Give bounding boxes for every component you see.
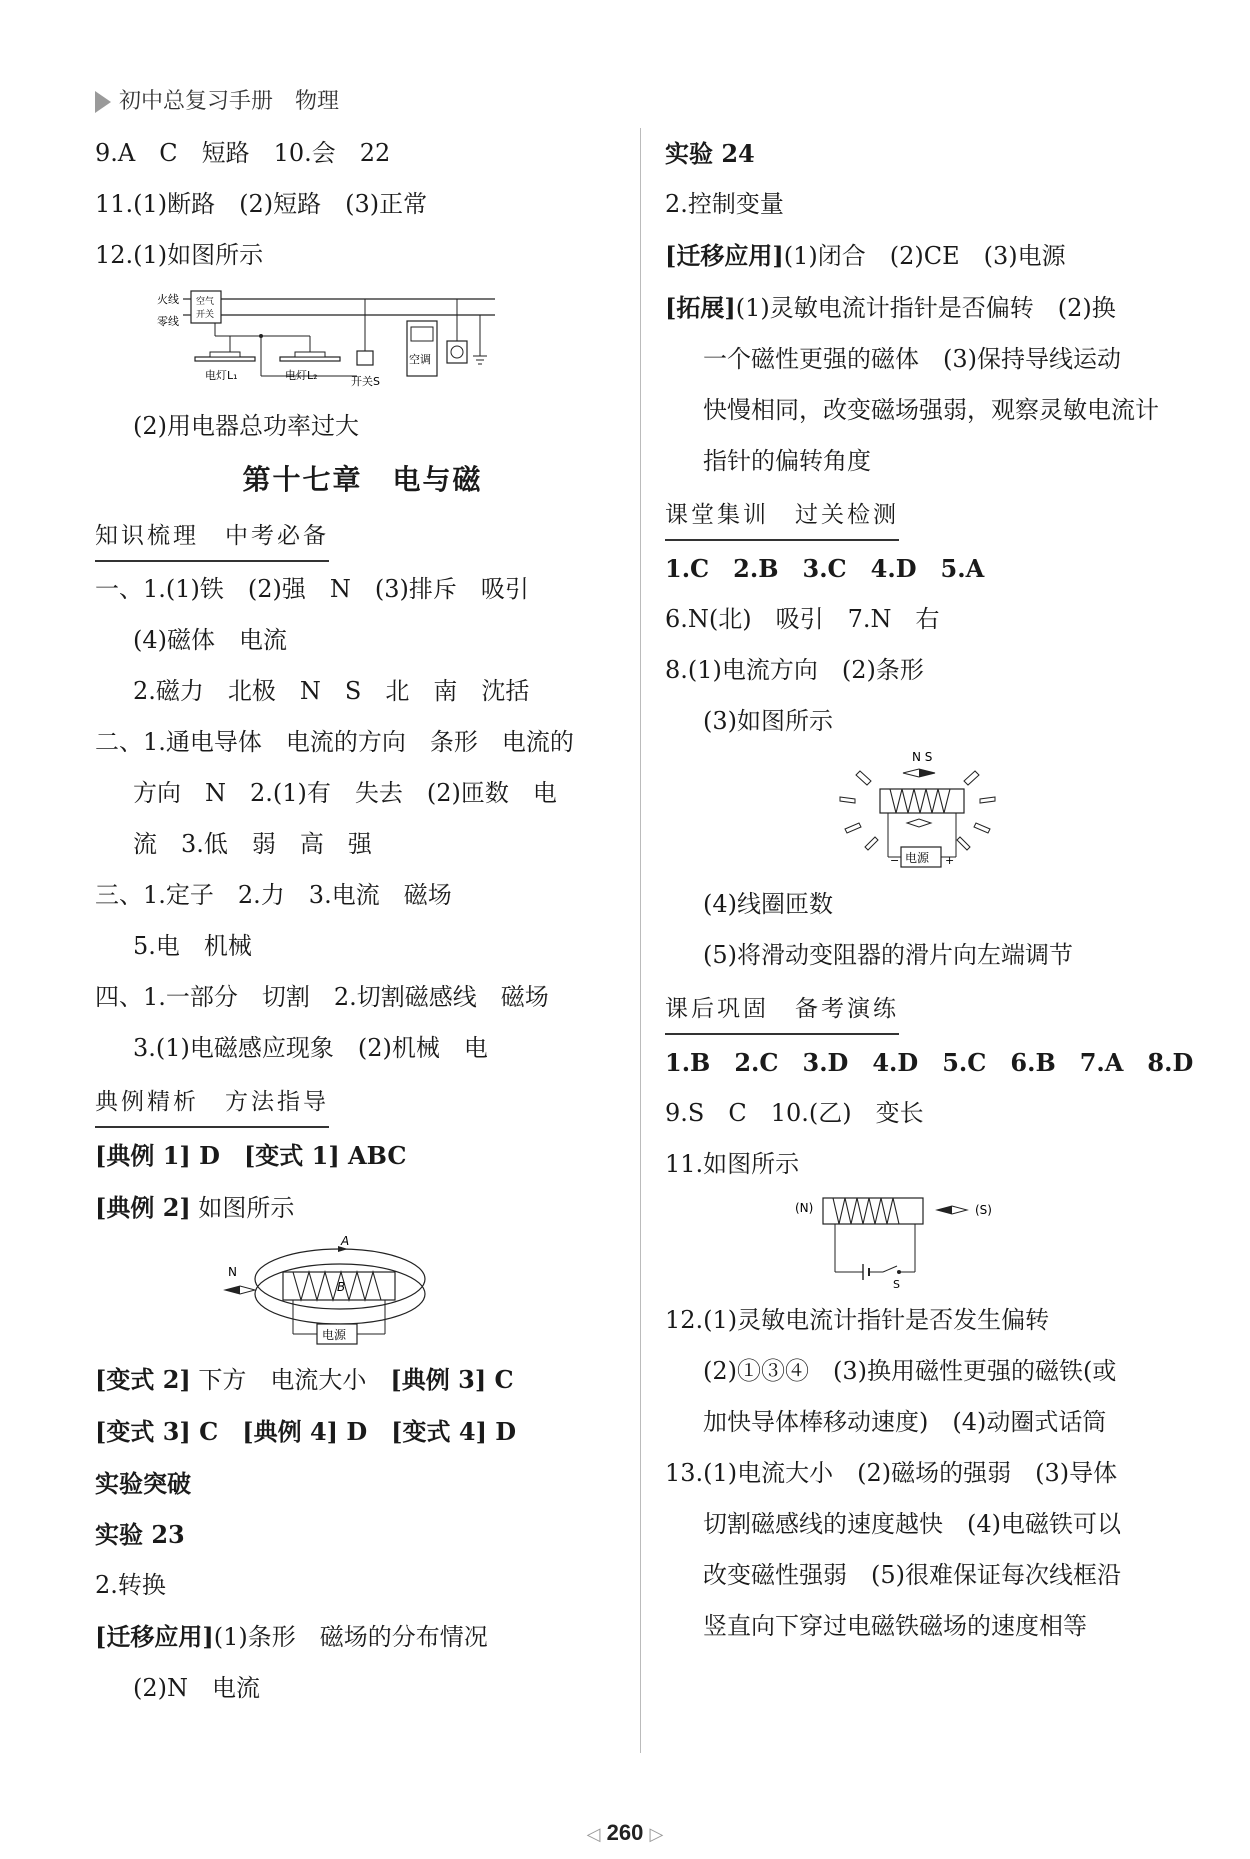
answer-line: 1.C 2.B 3.C 4.D 5.A [665,554,985,583]
answer-line: 12.(1)灵敏电流计指针是否发生偏转 [665,1306,1050,1334]
answer-line: 6.N(北) 吸引 7.N 右 [665,605,940,633]
answer-line: (5)将滑动变阻器的滑片向左端调节 [703,941,1073,969]
answer-line: 9.A C 短路 10.会 22 [95,139,391,167]
lamp1-label: 电灯L₁ [205,369,238,382]
breaker-label-2: 开关 [196,310,215,320]
s-pole-label: (S) [975,1203,992,1217]
answer-line: 3.(1)电磁感应现象 (2)机械 电 [133,1034,488,1062]
plus-label: + [945,854,955,867]
answer-line: 三、1.定子 2.力 3.电流 磁场 [95,881,452,909]
answer-line: 竖直向下穿过电磁铁磁场的速度相等 [703,1612,1087,1640]
ns-label: N S [912,750,933,764]
answer-line: 9.S C 10.(乙) 变长 [665,1099,924,1127]
answer-line: 8.(1)电流方向 (2)条形 [665,656,924,684]
answer-line: [拓展](1)灵敏电流计指针是否偏转 (2)换 [665,293,1116,322]
answer-line: 流 3.低 弱 高 强 [133,830,372,858]
answer-line: (2)N 电流 [133,1674,260,1702]
section-heading-bold: 实验突破 [95,1469,191,1498]
answer-line: 指针的偏转角度 [703,447,871,475]
live-wire-label: 火线 [157,293,179,306]
point-a-label: A [341,1234,350,1248]
right-column [665,128,1205,1652]
section-heading: 典例精析 方法指导 [95,1078,329,1128]
breaker-label-1: 空气 [196,297,215,307]
answer-line: [迁移应用](1)条形 磁场的分布情况 [95,1622,488,1651]
answer-line: 12.(1)如图所示 [95,241,264,269]
answer-line: 一个磁性更强的磁体 (3)保持导线运动 [703,345,1121,373]
answer-line: (4)磁体 电流 [133,626,287,654]
answer-line: (2)用电器总功率过大 [133,412,359,440]
lamp2-shape [280,357,340,361]
minus-label: − [890,854,900,867]
switch-shape [357,351,373,365]
answer-line: [变式 2] 下方 电流大小 [典例 3] C [95,1365,514,1394]
answer-line: 11.如图所示 [665,1150,800,1178]
power-label: 电源 [905,851,930,865]
section-heading: 知识梳理 中考必备 [95,512,329,562]
answer-line: 2.转换 [95,1571,166,1599]
experiment-label: 实验 23 [95,1520,185,1549]
right-triangle-icon: ▷ [649,1824,664,1844]
answer-line: 改变磁性强弱 (5)很难保证每次线框沿 [703,1561,1121,1589]
answer-line: [典例 2] 如图所示 [95,1193,295,1222]
answer-line: (3)如图所示 [703,707,833,735]
section-heading: 课堂集训 过关检测 [665,491,899,541]
answer-line: 快慢相同，改变磁场强弱，观察灵敏电流计 [703,396,1159,424]
lamp2-label: 电灯L₂ [285,369,318,382]
answer-line: 方向 N 2.(1)有 失去 (2)匝数 电 [133,779,557,807]
answer-line: [变式 3] C [典例 4] D [变式 4] D [95,1417,517,1446]
book-title: 初中总复习手册 [119,89,274,114]
needle-n-label: N [228,1265,237,1279]
ac-label: 空调 [409,353,431,366]
left-triangle-icon: ◁ [586,1824,601,1844]
answer-line: [典例 1] D [变式 1] ABC [95,1141,407,1170]
section-heading: 课后巩固 备考演练 [665,985,899,1035]
column-divider [640,128,641,1753]
answer-line: 2.控制变量 [665,190,784,218]
answer-line: 1.B 2.C 3.D 4.D 5.C 6.B 7.A 8.D [665,1048,1194,1077]
neutral-wire-label: 零线 [157,315,179,328]
running-header [95,84,339,115]
answer-line: 2.磁力 北极 N S 北 南 沈括 [133,677,530,705]
n-pole-label: (N) [795,1201,814,1215]
answer-line: 一、1.(1)铁 (2)强 N (3)排斥 吸引 [95,575,529,603]
switch-s-label: S [893,1278,900,1291]
answer-line: 11.(1)断路 (2)短路 (3)正常 [95,190,428,218]
subject-label: 物理 [295,89,340,114]
compass-solenoid-diagram [665,747,1205,879]
answer-line: [迁移应用](1)闭合 (2)CE (3)电源 [665,241,1066,270]
answer-line: 四、1.一部分 切割 2.切割磁感线 磁场 [95,983,549,1011]
page-number: ◁ 260 ▷ [586,1820,664,1845]
answer-line: 切割磁感线的速度越快 (4)电磁铁可以 [703,1510,1121,1538]
household-circuit-diagram [95,281,630,401]
answer-line: 5.电 机械 [133,932,252,960]
lamp1-shape [195,357,255,361]
left-column [95,128,630,1714]
answer-line: (2)①③④ (3)换用磁性更强的磁铁(或 [703,1357,1117,1385]
experiment-label: 实验 24 [665,139,755,168]
answer-line: 二、1.通电导体 电流的方向 条形 电流的 [95,728,574,756]
point-b-label: B [337,1280,346,1294]
power-label: 电源 [322,1328,347,1342]
solenoid-pole-diagram [665,1190,1205,1295]
solenoid-field-diagram [95,1234,630,1354]
answer-line: (4)线圈匝数 [703,890,833,918]
header-arrow-icon [95,91,111,113]
answer-line: 加快导体棒移动速度) (4)动圈式话筒 [703,1408,1107,1436]
switch-label: 开关S [351,375,380,388]
chapter-title: 第十七章 电与磁 [242,463,483,496]
answer-line: 13.(1)电流大小 (2)磁场的强弱 (3)导体 [665,1459,1118,1487]
